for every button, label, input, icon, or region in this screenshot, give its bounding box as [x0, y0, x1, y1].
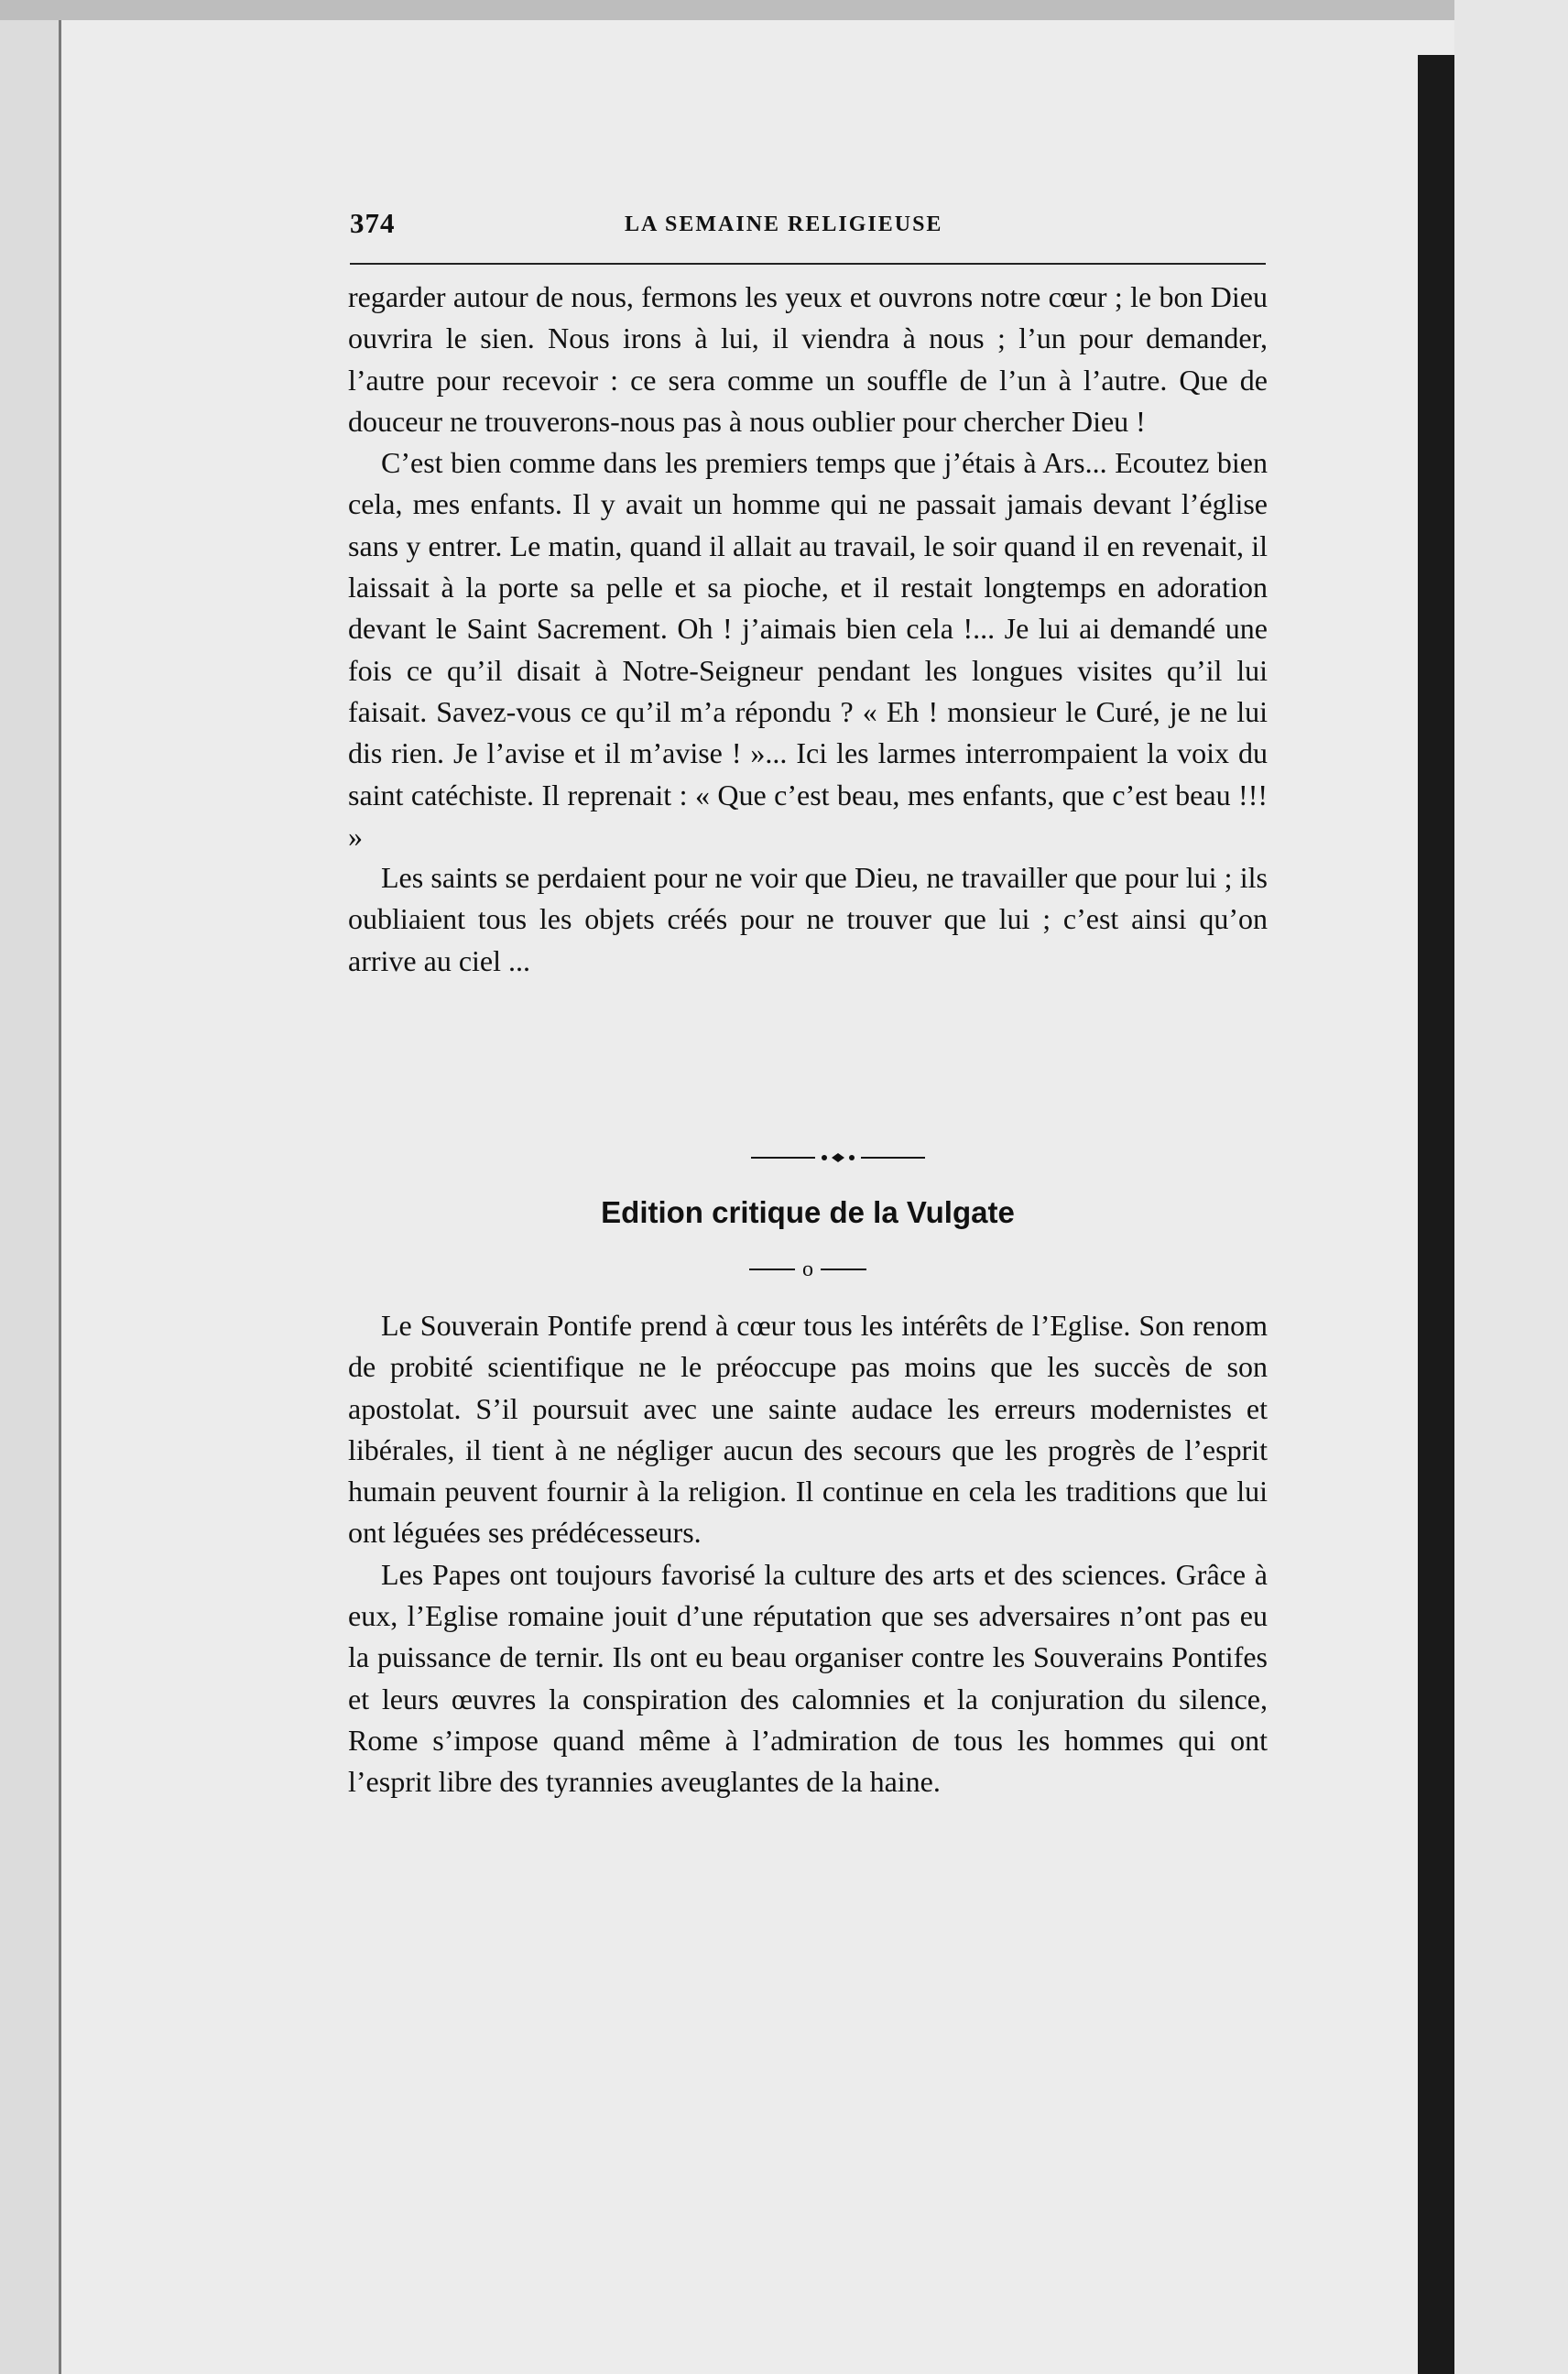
section-divider-ornament — [751, 1150, 925, 1165]
running-title: LA SEMAINE RELIGIEUSE — [625, 212, 943, 236]
section-1-text — [348, 277, 1268, 982]
scan-top-edge — [0, 0, 1568, 20]
paragraph: regarder autour de nous, fermons les yeux et ouvrons notre cœur ; le bon Dieu ouvrira le sien. Nous irons à lui, il viendra à nous ; l’un pour demander, l’autre pour recevoir : ce sera comme un souffle de l’un à l’autre. Que de douceur ne trouverons-nous pas à nous oublier pour chercher Dieu ! — [348, 280, 1268, 438]
section-title: Edition critique de la Vulgate — [601, 1195, 1015, 1229]
ornament-mark: o — [802, 1258, 813, 1282]
paragraph: Les Papes ont toujours favorisé la culture des arts et des sciences. Grâce à eux, l’Eglise romaine jouit d’une réputation que ses adversaires n’ont pas eu la puissance de ternir. Ils ont eu beau organiser contre les Souverains Pontifes et leurs œuvres la conspiration des calomnies et la conjuration du silence, Rome s’impose quand même à l’admiration de tous les hommes qui ont l’esprit libre des tyrannies aveuglantes de la haine. — [348, 1557, 1268, 1799]
paragraph: Le Souverain Pontife prend à cœur tous les intérêts de l’Eglise. Son renom de probité scientifique ne le préoccupe pas moins que les succès de son apostolat. S’il poursuit avec une sainte audace les erreurs modernistes et libérales, il tient à ne négliger aucun des secours que les progrès de l’esprit humain peuvent fournir à la religion. Il continue en cela les traditions que lui ont léguées ses prédécesseurs. — [348, 1309, 1268, 1550]
facing-page-edge — [1454, 0, 1568, 2374]
paragraph: Les saints se perdaient pour ne voir que Dieu, ne travailler que pour lui ; ils oubliaient tous les objets créés pour ne trouver que lui ; c’est ainsi qu’on arrive au ciel ... — [348, 861, 1268, 977]
title-ornament — [716, 1258, 899, 1280]
header-rule — [350, 263, 1266, 265]
paragraph: C’est bien comme dans les premiers temps que j’étais à Ars... Ecoutez bien cela, mes enfants. Il y avait un homme qui ne passait jamais devant l’église sans y entrer. Le matin, quand il allait au travail, le soir quand il en revenait, il laissait à la porte sa pelle et sa pioche, et il restait longtemps en adoration devant le Saint Sacrement. Oh ! j’aimais bien cela !... Je lui ai demandé une fois ce qu’il disait à Notre-Seigneur pendant les longues visites qu’il lui faisait. Savez-vous ce qu’il m’a répondu ? « Eh ! monsieur le Curé, je ne lui dis rien. Je l’avise et il m’avise ! »... Ici les larmes interrompaient la voix du saint catéchiste. Il reprenait : « Que c’est beau, mes enfants, que c’est beau !!! » — [348, 446, 1268, 853]
page-gutter-shadow — [1418, 55, 1454, 2374]
page-number: 374 — [350, 207, 396, 239]
running-header — [350, 207, 1266, 244]
section-2-text — [348, 1305, 1268, 1803]
